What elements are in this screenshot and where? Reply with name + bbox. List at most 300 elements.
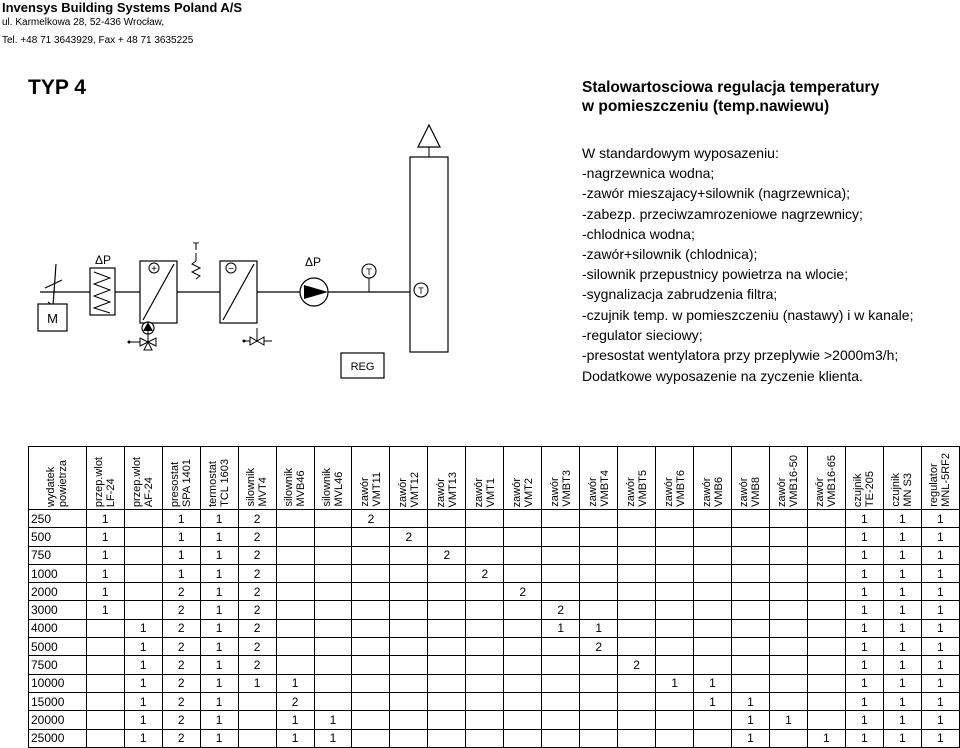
quantity-cell: [390, 674, 428, 692]
quantity-cell: 1: [883, 528, 921, 546]
motor-label: M: [47, 311, 58, 326]
equipment-line: -chlodnica wodna;: [582, 225, 695, 242]
quantity-cell: 1: [883, 601, 921, 619]
quantity-cell: [428, 583, 466, 601]
column-header: [504, 447, 542, 510]
quantity-cell: 1: [200, 510, 238, 528]
quantity-cell: 1: [769, 711, 807, 729]
quantity-cell: [580, 711, 618, 729]
table-row: [29, 729, 960, 747]
column-header-label: przep.wlot LF-24: [93, 456, 118, 507]
quantity-cell: 2: [238, 583, 276, 601]
equipment-list: [582, 143, 913, 365]
quantity-cell: [618, 674, 656, 692]
quantity-cell: [807, 601, 845, 619]
quantity-cell: [656, 601, 694, 619]
quantity-cell: [542, 564, 580, 582]
quantity-cell: [807, 510, 845, 528]
quantity-cell: [580, 656, 618, 674]
quantity-cell: 1: [200, 583, 238, 601]
table-row: [29, 674, 960, 692]
quantity-cell: 1: [883, 656, 921, 674]
airflow-cell: 3000: [29, 601, 87, 619]
quantity-cell: [314, 510, 352, 528]
quantity-cell: 1: [921, 546, 959, 564]
quantity-cell: 1: [276, 711, 314, 729]
quantity-cell: [276, 583, 314, 601]
quantity-cell: [580, 601, 618, 619]
quantity-cell: [618, 692, 656, 710]
quantity-cell: [542, 546, 580, 564]
quantity-cell: [656, 528, 694, 546]
column-header: [428, 447, 466, 510]
airflow-cell: 25000: [29, 729, 87, 747]
quantity-cell: [732, 528, 770, 546]
quantity-cell: 2: [162, 729, 200, 747]
quantity-cell: 1: [656, 674, 694, 692]
room-sensor-label: T: [418, 286, 424, 296]
equipment-line: -sygnalizacja zabrudzenia filtra;: [582, 286, 778, 303]
quantity-cell: 1: [200, 711, 238, 729]
company-name: Invensys Building Systems Poland A/S: [2, 0, 243, 15]
column-header-label: zawór VMB8: [738, 477, 763, 507]
company-address: ul. Karmelkowa 28, 52-436 Wrocław,: [2, 17, 165, 28]
quantity-cell: 1: [845, 638, 883, 656]
quantity-cell: [504, 692, 542, 710]
airflow-cell: 2000: [29, 583, 87, 601]
column-header-label: zawór VMT2: [510, 477, 535, 507]
quantity-cell: [807, 656, 845, 674]
extra-note: Dodatkowe wyposazenie na zyczenie klienta.: [582, 368, 863, 384]
quantity-cell: 2: [276, 692, 314, 710]
quantity-cell: [694, 729, 732, 747]
title-line-2: w pomieszczeniu (temp.nawiewu): [582, 98, 830, 115]
quantity-cell: 1: [883, 619, 921, 637]
column-header-label: presostat SPA 1401: [169, 458, 194, 507]
quantity-cell: [314, 638, 352, 656]
quantity-cell: [618, 729, 656, 747]
quantity-cell: [769, 619, 807, 637]
quantity-cell: [390, 546, 428, 564]
quantity-cell: [390, 656, 428, 674]
quantity-cell: [807, 546, 845, 564]
duct-sensor-label: T: [366, 267, 372, 277]
quantity-cell: 1: [845, 619, 883, 637]
column-header-label: silownik MVL46: [320, 468, 345, 507]
quantity-cell: 1: [124, 619, 162, 637]
column-header: [845, 447, 883, 510]
quantity-cell: [390, 711, 428, 729]
table-row: [29, 546, 960, 564]
frost-thermostat-label: T: [192, 241, 200, 253]
airflow-cell: 1000: [29, 564, 87, 582]
quantity-cell: [86, 619, 124, 637]
quantity-cell: [466, 583, 504, 601]
quantity-cell: 1: [124, 656, 162, 674]
quantity-cell: [314, 674, 352, 692]
quantity-cell: [124, 564, 162, 582]
quantity-cell: [769, 674, 807, 692]
quantity-cell: [694, 656, 732, 674]
column-header: [618, 447, 656, 510]
column-header-label: zawór VMB16-50: [776, 455, 801, 507]
quantity-cell: [466, 601, 504, 619]
cooler-valve-icon: [243, 328, 273, 345]
quantity-cell: [352, 729, 390, 747]
quantity-cell: [466, 711, 504, 729]
quantity-cell: 1: [542, 619, 580, 637]
quantity-cell: 1: [921, 619, 959, 637]
quantity-cell: [732, 546, 770, 564]
quantity-cell: [390, 729, 428, 747]
quantity-cell: [352, 711, 390, 729]
quantity-cell: 1: [883, 711, 921, 729]
quantity-cell: [352, 692, 390, 710]
quantity-cell: 1: [200, 674, 238, 692]
quantity-cell: [694, 619, 732, 637]
filter-dp-label: ΔP: [94, 253, 112, 267]
column-header-label: czujnik MN S3: [890, 473, 915, 507]
quantity-cell: [124, 601, 162, 619]
column-header: [732, 447, 770, 510]
quantity-cell: [618, 638, 656, 656]
quantity-cell: 2: [162, 656, 200, 674]
column-header: [542, 447, 580, 510]
quantity-cell: 1: [200, 601, 238, 619]
quantity-cell: [807, 583, 845, 601]
quantity-cell: [466, 656, 504, 674]
quantity-cell: [238, 692, 276, 710]
quantity-cell: 1: [200, 692, 238, 710]
quantity-cell: [86, 674, 124, 692]
quantity-cell: 2: [618, 656, 656, 674]
quantity-cell: [580, 674, 618, 692]
equipment-line: -silownik przepustnicy powietrza na wlocie;: [582, 266, 849, 283]
table-row: [29, 711, 960, 729]
quantity-cell: [694, 583, 732, 601]
quantity-cell: 2: [162, 711, 200, 729]
quantity-cell: 1: [276, 729, 314, 747]
equipment-line: -nagrzewnica wodna;: [582, 165, 715, 182]
quantity-cell: 1: [694, 674, 732, 692]
hvac-schematic: [0, 0, 580, 400]
quantity-cell: [314, 528, 352, 546]
airflow-cell: 4000: [29, 619, 87, 637]
table-row: [29, 583, 960, 601]
quantity-cell: 1: [580, 619, 618, 637]
quantity-cell: [276, 528, 314, 546]
quantity-cell: 2: [162, 692, 200, 710]
quantity-cell: 1: [883, 564, 921, 582]
quantity-cell: [807, 619, 845, 637]
quantity-cell: [390, 510, 428, 528]
quantity-cell: [656, 656, 694, 674]
quantity-cell: [466, 674, 504, 692]
quantity-cell: 2: [238, 564, 276, 582]
equipment-line: -regulator sieciowy;: [582, 326, 703, 343]
quantity-cell: 2: [238, 638, 276, 656]
quantity-cell: [732, 510, 770, 528]
airflow-cell: 20000: [29, 711, 87, 729]
quantity-cell: [694, 564, 732, 582]
column-header-label: regulator MNL-5RF2: [928, 453, 953, 507]
quantity-cell: [428, 692, 466, 710]
quantity-cell: [504, 674, 542, 692]
quantity-cell: [238, 711, 276, 729]
column-header: [769, 447, 807, 510]
table-row: [29, 601, 960, 619]
quantity-cell: [390, 564, 428, 582]
quantity-cell: 1: [883, 583, 921, 601]
quantity-cell: [807, 564, 845, 582]
airflow-cell: 7500: [29, 656, 87, 674]
quantity-cell: [732, 674, 770, 692]
quantity-cell: [769, 729, 807, 747]
quantity-cell: [428, 619, 466, 637]
quantity-cell: [694, 601, 732, 619]
quantity-cell: [656, 619, 694, 637]
quantity-cell: 1: [694, 692, 732, 710]
quantity-cell: [656, 510, 694, 528]
quantity-cell: 1: [921, 711, 959, 729]
quantity-cell: 2: [466, 564, 504, 582]
column-header: [314, 447, 352, 510]
table-row: [29, 692, 960, 710]
quantity-cell: [390, 692, 428, 710]
quantity-cell: [352, 638, 390, 656]
quantity-cell: [352, 528, 390, 546]
quantity-cell: [314, 656, 352, 674]
quantity-cell: [428, 564, 466, 582]
quantity-cell: [656, 583, 694, 601]
quantity-cell: [428, 711, 466, 729]
quantity-cell: 1: [845, 583, 883, 601]
quantity-cell: [618, 564, 656, 582]
quantity-cell: 1: [124, 638, 162, 656]
airflow-cell: 10000: [29, 674, 87, 692]
quantity-cell: [618, 546, 656, 564]
quantity-cell: 1: [921, 638, 959, 656]
quantity-cell: 2: [162, 674, 200, 692]
quantity-cell: [656, 638, 694, 656]
quantity-cell: 1: [162, 510, 200, 528]
column-header-label: zawór VMT12: [396, 471, 421, 507]
column-header-label: zawór VMT1: [472, 477, 497, 507]
column-header-label: zawór VMBT4: [586, 470, 611, 507]
quantity-cell: [769, 692, 807, 710]
quantity-cell: 1: [845, 656, 883, 674]
quantity-cell: 1: [162, 528, 200, 546]
column-header: [390, 447, 428, 510]
frost-thermostat-icon: [192, 241, 200, 279]
quantity-cell: 1: [921, 583, 959, 601]
quantity-cell: [352, 564, 390, 582]
fan-icon: [300, 255, 328, 306]
quantity-cell: [466, 638, 504, 656]
quantity-cell: 1: [883, 674, 921, 692]
quantity-cell: [618, 601, 656, 619]
quantity-cell: [428, 729, 466, 747]
quantity-cell: [504, 601, 542, 619]
quantity-cell: [542, 656, 580, 674]
quantity-cell: [656, 692, 694, 710]
quantity-cell: 1: [238, 674, 276, 692]
quantity-cell: [732, 583, 770, 601]
column-header: [200, 447, 238, 510]
quantity-cell: [769, 528, 807, 546]
fan-dp-label: ΔP: [304, 255, 322, 269]
quantity-cell: [466, 546, 504, 564]
quantity-cell: [428, 528, 466, 546]
quantity-cell: [807, 692, 845, 710]
quantity-cell: 1: [883, 510, 921, 528]
quantity-cell: [618, 528, 656, 546]
quantity-cell: [314, 692, 352, 710]
quantity-cell: [769, 656, 807, 674]
quantity-cell: [466, 619, 504, 637]
quantity-cell: [352, 601, 390, 619]
quantity-cell: [542, 692, 580, 710]
column-header: [883, 447, 921, 510]
quantity-cell: [542, 711, 580, 729]
quantity-cell: [618, 510, 656, 528]
quantity-cell: [504, 729, 542, 747]
quantity-cell: [390, 638, 428, 656]
quantity-cell: 1: [86, 528, 124, 546]
column-header: [352, 447, 390, 510]
type-label: TYP 4: [28, 76, 86, 99]
column-header: [656, 447, 694, 510]
quantity-cell: 1: [86, 546, 124, 564]
quantity-cell: 1: [86, 510, 124, 528]
quantity-cell: 1: [200, 564, 238, 582]
quantity-cell: 1: [845, 564, 883, 582]
damper-actuator-icon: [38, 264, 67, 331]
equipment-line: -zawór+silownik (chlodnica);: [582, 246, 758, 263]
quantity-cell: [276, 656, 314, 674]
quantity-cell: [504, 528, 542, 546]
quantity-cell: [428, 510, 466, 528]
quantity-cell: [580, 583, 618, 601]
quantity-cell: 2: [238, 546, 276, 564]
column-header-label: silownik MVT4: [245, 468, 270, 507]
quantity-cell: [694, 528, 732, 546]
quantity-cell: 1: [314, 729, 352, 747]
column-header: [86, 447, 124, 510]
airflow-cell: 5000: [29, 638, 87, 656]
quantity-cell: [428, 674, 466, 692]
column-header: [580, 447, 618, 510]
quantity-cell: 1: [162, 546, 200, 564]
regulator-label: REG: [350, 361, 375, 373]
quantity-cell: [390, 619, 428, 637]
quantity-cell: [466, 729, 504, 747]
airflow-cell: 750: [29, 546, 87, 564]
quantity-cell: 1: [845, 601, 883, 619]
quantity-cell: 1: [124, 674, 162, 692]
quantity-cell: [580, 729, 618, 747]
column-header: [29, 447, 87, 510]
quantity-cell: 1: [883, 546, 921, 564]
quantity-cell: [276, 619, 314, 637]
column-header: [921, 447, 959, 510]
column-header-label: zawór VMBT5: [624, 470, 649, 507]
quantity-cell: [86, 729, 124, 747]
quantity-cell: 1: [124, 692, 162, 710]
quantity-cell: 2: [238, 656, 276, 674]
quantity-cell: [732, 619, 770, 637]
quantity-cell: 1: [883, 692, 921, 710]
quantity-cell: [504, 510, 542, 528]
quantity-cell: [618, 619, 656, 637]
quantity-cell: 1: [921, 656, 959, 674]
column-header: [162, 447, 200, 510]
quantity-cell: [390, 601, 428, 619]
quantity-cell: [769, 638, 807, 656]
quantity-cell: 2: [162, 638, 200, 656]
quantity-cell: [542, 638, 580, 656]
quantity-cell: 1: [845, 729, 883, 747]
duct-temp-sensor-icon: [362, 264, 376, 292]
quantity-cell: [504, 619, 542, 637]
quantity-cell: 1: [921, 729, 959, 747]
quantity-cell: [504, 656, 542, 674]
quantity-cell: 2: [238, 528, 276, 546]
quantity-cell: [694, 711, 732, 729]
quantity-cell: 2: [390, 528, 428, 546]
table-header-row: [29, 447, 960, 510]
quantity-cell: 1: [921, 601, 959, 619]
equipment-line: -czujnik temp. w pomieszczeniu (nastawy) i w kanale;: [582, 306, 914, 323]
column-header-label: zawór VMB16-65: [814, 455, 839, 507]
column-header-label: termostat TCL 1603: [207, 459, 232, 507]
quantity-cell: 2: [162, 619, 200, 637]
column-header-label: zawór VMBT3: [548, 470, 573, 507]
quantity-cell: [769, 583, 807, 601]
quantity-cell: 2: [352, 510, 390, 528]
equipment-line: -zabezp. przeciwzamrozeniowe nagrzewnicy;: [582, 205, 863, 222]
quantity-cell: 1: [921, 674, 959, 692]
airflow-cell: 500: [29, 528, 87, 546]
column-header-label: czujnik TE-205: [852, 470, 877, 507]
table-row: [29, 510, 960, 528]
quantity-cell: 1: [921, 528, 959, 546]
quantity-cell: [86, 711, 124, 729]
quantity-cell: [504, 564, 542, 582]
column-header-label: zawór VMB6: [700, 477, 725, 507]
quantity-cell: [580, 546, 618, 564]
quantity-cell: 1: [845, 546, 883, 564]
room-icon: [410, 125, 448, 352]
quantity-cell: [542, 583, 580, 601]
quantity-cell: [86, 656, 124, 674]
quantity-cell: 1: [883, 729, 921, 747]
quantity-cell: [352, 619, 390, 637]
quantity-cell: [428, 601, 466, 619]
table-row: [29, 638, 960, 656]
quantity-cell: 1: [883, 638, 921, 656]
quantity-cell: [124, 583, 162, 601]
quantity-cell: [466, 510, 504, 528]
quantity-cell: [86, 692, 124, 710]
quantity-cell: 2: [580, 638, 618, 656]
quantity-cell: 1: [845, 528, 883, 546]
page-title: [582, 78, 879, 116]
company-contact: Tel. +48 71 3643929, Fax + 48 71 3635225: [2, 35, 194, 46]
quantity-cell: 1: [732, 711, 770, 729]
quantity-cell: [656, 546, 694, 564]
quantity-cell: 1: [276, 674, 314, 692]
